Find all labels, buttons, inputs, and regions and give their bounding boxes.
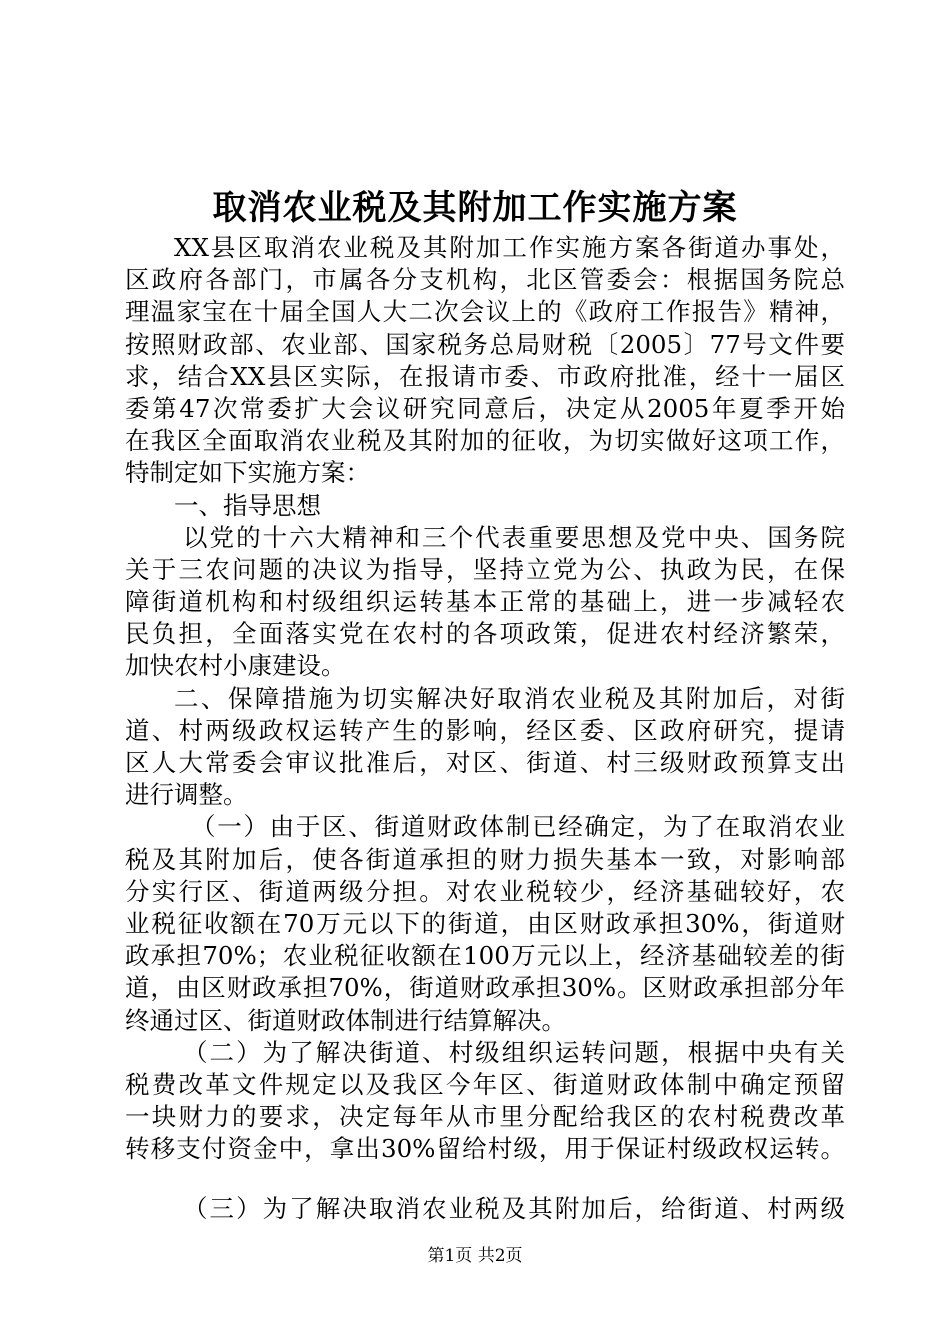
body-line: 区人大常委会审议批准后，对区、街道、村三级财政预算支出 bbox=[125, 748, 845, 777]
body-line: 加快农村小康建设。 bbox=[125, 651, 346, 681]
body-line: 分实行区、街道两级分担。对农业税较少，经济基础较好，农 bbox=[125, 876, 845, 906]
body-line: 道、村两级政权运转产生的影响，经区委、区政府研究，提请 bbox=[125, 715, 845, 745]
body-line: 终通过区、街道财政体制进行结算解决。 bbox=[125, 1005, 566, 1035]
body-line: 业税征收额在70万元以下的街道，由区财政承担30%，街道财 bbox=[125, 908, 845, 938]
page-number: 第1页 共2页 bbox=[427, 1246, 523, 1266]
section-heading: 一、指导思想 bbox=[174, 490, 321, 520]
body-line: 以党的十六大精神和三个代表重要思想及党中央、国务院 bbox=[183, 522, 845, 552]
body-line: 特制定如下实施方案： bbox=[125, 458, 370, 488]
document-title: 取消农业税及其附加工作实施方案 bbox=[212, 188, 738, 228]
body-line: 委第47次常委扩大会议研究同意后，决定从2005年夏季开始 bbox=[125, 393, 845, 423]
body-line: 道，由区财政承担70%，街道财政承担30%。区财政承担部分年 bbox=[125, 973, 845, 1003]
document-body bbox=[125, 232, 845, 1226]
body-line: 政承担70%；农业税征收额在100万元以上，经济基础较差的街 bbox=[125, 941, 845, 971]
body-line: 一块财力的要求，决定每年从市里分配给我区的农村税费改革 bbox=[125, 1102, 845, 1132]
body-line: 进行调整。 bbox=[125, 780, 248, 810]
body-line: 理温家宝在十届全国人大二次会议上的《政府工作报告》精神， bbox=[125, 297, 845, 327]
body-line: 转移支付资金中，拿出30%留给村级，用于保证村级政权运转。 bbox=[125, 1134, 845, 1164]
body-line: 税及其附加后，使各街道承担的财力损失基本一致，对影响部 bbox=[125, 844, 845, 874]
body-line: 民负担，全面落实党在农村的各项政策，促进农村经济繁荣， bbox=[125, 619, 845, 649]
body-line: 区政府各部门，市属各分支机构，北区管委会：根据国务院总 bbox=[125, 265, 845, 295]
section-heading: 二、保障措施为切实解决好取消农业税及其附加后，对街 bbox=[174, 683, 845, 713]
body-line: 在我区全面取消农业税及其附加的征收，为切实做好这项工作， bbox=[125, 426, 845, 456]
body-line: 求，结合XX县区实际，在报请市委、市政府批准，经十一届区 bbox=[125, 361, 845, 391]
body-line: （二）为了解决街道、村级组织运转问题，根据中央有关 bbox=[183, 1037, 845, 1067]
body-line: （一）由于区、街道财政体制已经确定，为了在取消农业 bbox=[191, 812, 845, 842]
paragraph-gap bbox=[125, 1165, 845, 1193]
body-line: 税费改革文件规定以及我区今年区、街道财政体制中确定预留 bbox=[125, 1069, 845, 1099]
body-line: 障街道机构和村级组织运转基本正常的基础上，进一步减轻农 bbox=[125, 587, 845, 617]
body-line: 按照财政部、农业部、国家税务总局财税〔2005〕77号文件要 bbox=[125, 329, 845, 359]
body-line: XX县区取消农业税及其附加工作实施方案各街道办事处， bbox=[174, 233, 845, 262]
body-line: 关于三农问题的决议为指导，坚持立党为公、执政为民，在保 bbox=[125, 554, 845, 584]
body-line: （三）为了解决取消农业税及其附加后，给街道、村两级 bbox=[183, 1194, 845, 1224]
